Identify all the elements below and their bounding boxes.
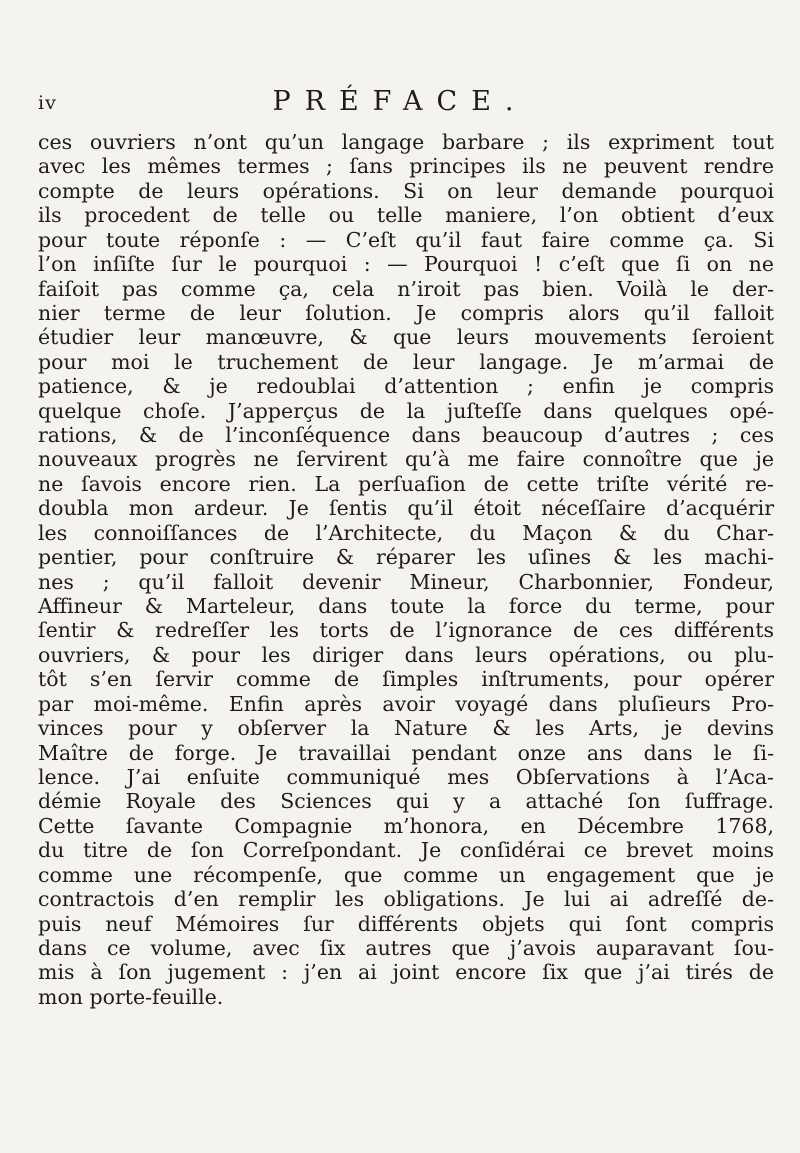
text-line: dans ce volume, avec ſix autres que j’avois auparavant ſou-	[38, 935, 774, 960]
text-line: quelque choſe. J’apperçus de la juſteſſe dans quelques opé-	[38, 398, 774, 423]
text-line: patience, & je redoublai d’attention ; enfin je compris	[38, 374, 774, 399]
text-line: ils procedent de telle ou telle maniere, l’on obtient d’eux	[38, 203, 774, 228]
text-line: ces ouvriers n’ont qu’un langage barbare ; ils expriment tout	[38, 130, 774, 154]
text-line: mis à ſon jugement : j’en ai joint encore ſix que j’ai tirés de	[38, 960, 774, 985]
page-header	[0, 86, 800, 120]
text-line: comme une récompenſe, que comme un engagement que je	[38, 862, 774, 887]
text-line: pentier, pour conſtruire & réparer les uſines & les machi-	[38, 545, 774, 570]
text-line: mon porte-feuille.	[38, 984, 224, 1009]
text-line: compte de leurs opérations. Si on leur demande pourquoi	[38, 178, 774, 203]
text-line: doubla mon ardeur. Je ſentis qu’il étoit néceſſaire d’acquérir	[38, 496, 774, 521]
text-line: tôt s’en ſervir comme de ſimples inſtruments, pour opérer	[38, 667, 774, 692]
text-line: faiſoit pas comme ça, cela n’iroit pas bien. Voilà le der-	[38, 276, 774, 301]
text-line: Affineur & Marteleur, dans toute la force du terme, pour	[38, 594, 774, 619]
text-line: puis neuf Mémoires ſur différents objets qui ſont compris	[38, 911, 774, 936]
text-line: du titre de ſon Correſpondant. Je conſidérai ce brevet moins	[38, 838, 774, 863]
text-line: étudier leur manœuvre, & que leurs mouvements ſeroient	[38, 325, 774, 350]
text-line: ſentir & redreſſer les torts de l’ignorance de ces différents	[38, 618, 774, 643]
running-head: PRÉFACE.	[272, 86, 528, 117]
text-line: nier terme de leur ſolution. Je compris alors qu’il falloit	[38, 300, 774, 325]
text-line: rations, & de l’inconſéquence dans beaucoup d’autres ; ces	[38, 423, 774, 448]
text-line: par moi-même. Enfin après avoir voyagé dans pluſieurs Pro-	[38, 691, 774, 716]
text-line: vinces pour y obſerver la Nature & les Arts, je devins	[38, 716, 774, 741]
text-line: avec les mêmes termes ; ſans principes ils ne peuvent rendre	[38, 154, 774, 179]
text-line: Maître de forge. Je travaillai pendant onze ans dans le ſi-	[38, 740, 774, 765]
text-line: lence. J’ai enſuite communiqué mes Obſervations à l’Aca-	[38, 764, 774, 789]
page-number: iv	[38, 92, 57, 114]
body-text	[38, 130, 774, 1009]
text-line: nes ; qu’il falloit devenir Mineur, Charbonnier, Fondeur,	[38, 569, 774, 594]
text-line: les connoiſſances de l’Architecte, du Maçon & du Char-	[38, 520, 774, 545]
text-line: Cette ſavante Compagnie m’honora, en Décembre 1768,	[38, 813, 774, 838]
text-line: pour moi le truchement de leur langage. Je m’armai de	[38, 349, 774, 374]
text-line: ouvriers, & pour les diriger dans leurs opérations, ou plu-	[38, 642, 774, 667]
text-line: démie Royale des Sciences qui y a attaché ſon ſuffrage.	[38, 789, 774, 814]
text-line: l’on inſiſte ſur le pourquoi : — Pourquoi ! c’eſt que ſi on ne	[38, 252, 774, 277]
text-line: contractois d’en remplir les obligations. Je lui ai adreſſé de-	[38, 887, 774, 912]
text-line: nouveaux progrès ne ſervirent qu’à me faire connoître que je	[38, 447, 774, 472]
text-line: ne ſavois encore rien. La perſuaſion de cette triſte vérité re-	[38, 471, 774, 496]
text-line: pour toute réponſe : — C’eſt qu’il faut faire comme ça. Si	[38, 227, 774, 252]
